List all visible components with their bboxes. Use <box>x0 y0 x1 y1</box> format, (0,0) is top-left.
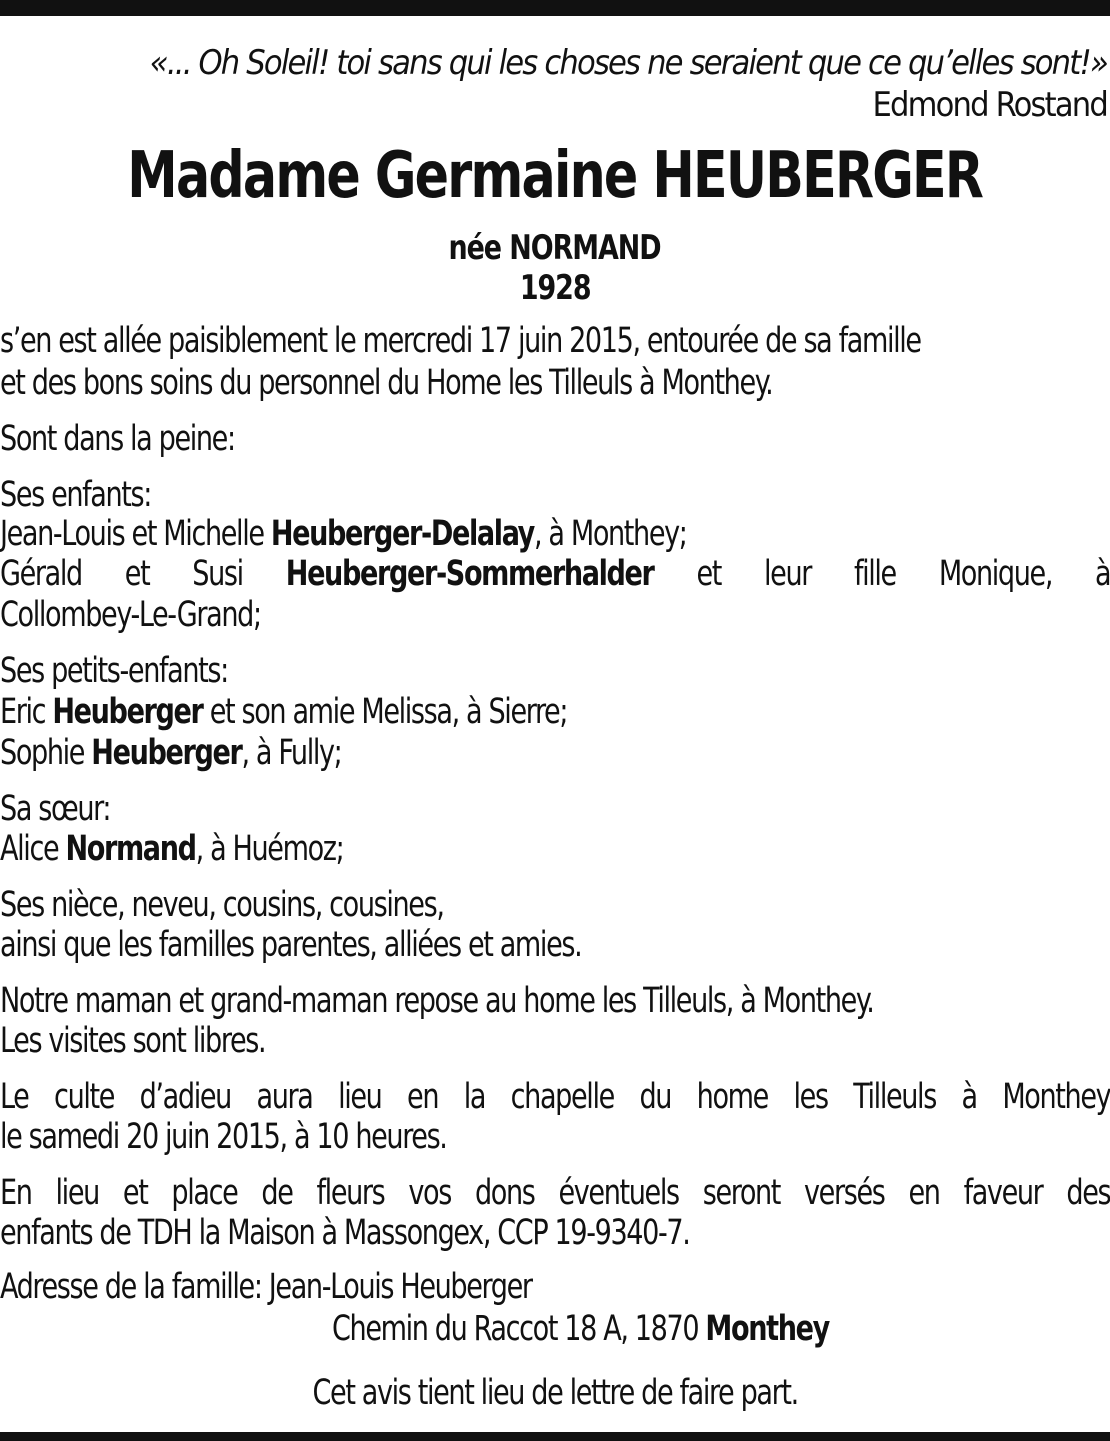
address-street-city: Chemin du Raccot 18 A, 1870 Monthey <box>332 1309 829 1349</box>
grandchild-entry-2: Sophie Heuberger, à Fully; <box>0 733 342 773</box>
ceremony-line-1: Le culte d’adieu aura lieu en la chapelle du home les Tilleuls à Monthey <box>0 1077 1110 1117</box>
birth-year: 1928 <box>519 268 591 308</box>
donations-line-2: enfants de TDH la Maison à Massongex, CCP 19-9340-7. <box>0 1213 690 1253</box>
child-surname-2: Heuberger-Sommerhalder <box>285 554 654 594</box>
donations-line-1: En lieu et place de fleurs vos dons éventuels seront versés en faveur des <box>0 1173 1110 1213</box>
sister-heading: Sa sœur: <box>0 789 111 829</box>
top-border-rule <box>0 0 1110 16</box>
mourners-heading: Sont dans la peine: <box>0 419 235 459</box>
relatives-line-2: ainsi que les familles parentes, alliées et amies. <box>0 925 582 965</box>
footer-notice: Cet avis tient lieu de lettre de faire part. <box>312 1373 798 1413</box>
intro-line-2: et des bons soins du personnel du Home les Tilleuls à Monthey. <box>0 363 773 403</box>
child-entry-2-continuation: Collombey-Le-Grand; <box>0 595 261 635</box>
grandchild-surname-2: Heuberger <box>91 733 242 773</box>
ceremony-line-2: le samedi 20 juin 2015, à 10 heures. <box>0 1117 447 1157</box>
bottom-border-rule <box>0 1432 1110 1441</box>
intro-line-1: s’en est allée paisiblement le mercredi 17 juin 2015, entourée de sa famille <box>0 321 921 361</box>
children-heading: Ses enfants: <box>0 475 152 515</box>
epigraph-author: Edmond Rostand <box>872 85 1107 125</box>
grandchildren-heading: Ses petits-enfants: <box>0 651 228 691</box>
deceased-name: Madame Germaine HEUBERGER <box>127 139 983 213</box>
child-surname-1: Heuberger-Delalay <box>270 514 534 554</box>
rest-line-1: Notre maman et grand-maman repose au home les Tilleuls, à Monthey. <box>0 981 874 1021</box>
address-city: Monthey <box>705 1309 829 1349</box>
grandchild-entry-1: Eric Heuberger et son amie Melissa, à Sierre; <box>0 692 568 732</box>
grandchild-surname-1: Heuberger <box>52 692 203 732</box>
maiden-name: née NORMAND <box>448 228 662 268</box>
sister-surname: Normand <box>65 829 196 869</box>
epigraph-quote: «... Oh Soleil! toi sans qui les choses ne seraient que ce qu’elles sont!» <box>149 43 1107 83</box>
child-entry-1: Jean-Louis et Michelle Heuberger-Delalay, à Monthey; <box>0 514 687 554</box>
address-label-and-name: Adresse de la famille: Jean-Louis Heuberger <box>0 1267 532 1307</box>
relatives-line-1: Ses nièce, neveu, cousins, cousines, <box>0 885 444 925</box>
child-entry-2: Gérald et Susi Heuberger-Sommerhalder et leur fille Monique, à <box>0 554 1110 594</box>
sister-entry-1: Alice Normand, à Huémoz; <box>0 829 344 869</box>
rest-line-2: Les visites sont libres. <box>0 1021 266 1061</box>
